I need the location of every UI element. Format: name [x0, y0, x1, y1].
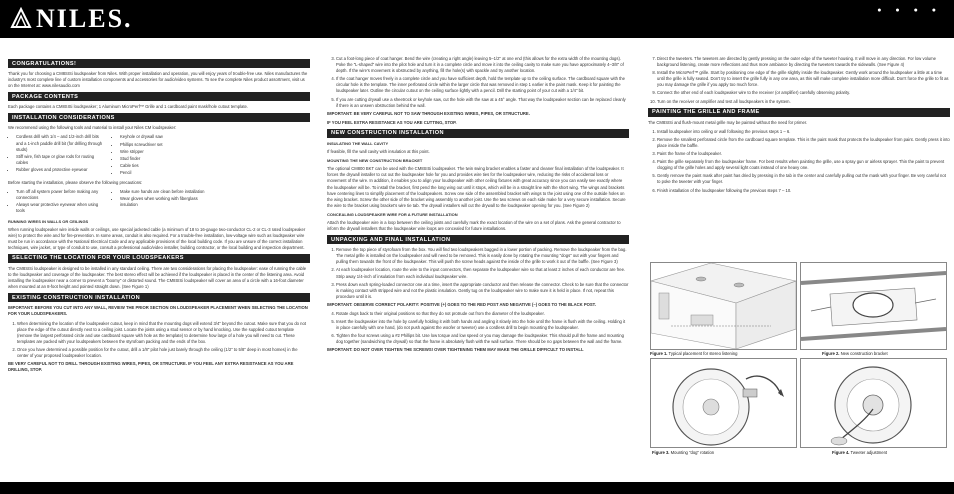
congrats-text: Thank you for choosing a CM8SISi loudspeaker from Niles. With proper installation and operation, you will enjoy years of trouble-free use. Niles manufactures the industry's most complete line of custom installation components and accessories for audio/video systems. To see the complete Niles product assortment, visit us on the Internet at: www.nilesaudio.com [8, 71, 308, 89]
figure-4-caption [832, 450, 887, 455]
precautions-list [8, 189, 310, 215]
existing-steps [8, 321, 310, 360]
list-item: 2. At each loudspeaker location, route the wire to the input connectors, then separate the loudspeaker wire so that at least 2 inches of each conductor are free. Strip away 1/4-inch of insulation from each individual loudspeaker wire. [336, 267, 629, 279]
insulating-text: If feasible, fill the wall cavity with insulation at this point. [327, 149, 430, 155]
list-item: • Rubber gloves and protective eyewear [16, 167, 106, 173]
figure-2-caption [822, 351, 888, 356]
figure-2-illustration [800, 262, 947, 350]
list-item: 6. Tighten the four screws using a #2 Phillips bit. Use low torque and low speed or you may damage the loudspeaker. This should pull the frame and mounting dog together (sandwiching the drywall) so that the frame is absolutely flush with the wall surface. There should be no gaps between the wall and the frame. [336, 333, 629, 345]
niles-logo: NILES. [36, 4, 133, 33]
figure-2-number: Figure 2. [822, 351, 840, 356]
list-item: • Keyhole or drywall saw [120, 134, 210, 140]
list-item: 2. Remove the smallest perforated circle from the cardboard square template. This is the paint mask that protects the loudspeaker from paint. Gently press it into place inside the baffle. [657, 137, 950, 149]
list-item: 5. Gently remove the paint mask after paint has dried by pressing in the tab in the center and carefully pulling out the mask with your finger. Be very careful not to poke the tweeter with your finger. [657, 173, 950, 185]
precautions-list-a [8, 189, 106, 215]
list-item: 4. If the coat hanger moves freely in a complete circle and you have sufficient depth, hold the template up to the ceiling surface. The cardboard square with the circular hole is the template. The inner perforated circle within the larger circle that was removed in step 1 earlier is the paint mask. Keep it for painting the loudspeaker later. Outline the circular cutout on the ceiling surface lightly with a pencil. Drill the starting point of your cut with a 1/4" bit. [336, 76, 629, 94]
figure-1-illustration [650, 262, 797, 350]
heading-installation-considerations: INSTALLATION CONSIDERATIONS [8, 113, 310, 122]
heading-selecting-location: SELECTING THE LOCATION FOR YOUR LOUDSPEAKERS [8, 254, 310, 263]
saw-warning: IMPORTANT: BE VERY CAREFUL NOT TO SAW THROUGH EXISTING WIRES, PIPES, OR STRUCTURE. [327, 110, 530, 116]
tools-list [8, 134, 310, 177]
unpack-steps-b [327, 311, 629, 345]
list-item: 1. Install loudspeaker into ceiling or wall following the previous steps 1 – 6. [657, 129, 950, 135]
list-item: 1. Remove the top piece of styrofoam from the box. You will find two loudspeakers bagged in a lower portion of packing. Remove the loudspeaker from the bag. The metal grille is installed on the loudspeaker and will need to be removed. This is easily done by rotating the mounting "dogs" out with your fingers and pulling them towards the front of the loudspeaker. This will push the screw heads against the inside of the grille to work it out of the baffle. (See Figure 3) [336, 247, 629, 265]
figure-3-number: Figure 3. [652, 450, 670, 455]
figure-3-illustration [650, 358, 797, 448]
unpack-steps [327, 247, 629, 300]
list-item: 3. Cut a foot-long piece of coat hanger. Bend the wire (creating a right angle) leaving 5–1/2" at one end (this allows for the extra width of the mounting dogs). Poke the "L-shaped" wire into the pilot hole and turn it in a complete circle and move it into the ceiling cavity to make sure you have approximately 4–3/8" of depth. If the wire's movement is obstructed by anything, fill the hole(s) with spackle and try another location. [336, 56, 629, 74]
subheading-mounting: MOUNTING THE NEW CONSTRUCTION BRACKET [327, 158, 423, 164]
header-bar [0, 0, 954, 38]
tools-list-a [8, 134, 106, 177]
list-item: 10. Turn on the receiver or amplifier and test all loudspeakers in the system. [657, 99, 950, 105]
list-item: 9. Connect the other end of each loudspeaker wire to the receiver (or amplifier) carefully observing polarity. [657, 90, 950, 96]
list-item: 6. Finish installation of the loudspeaker following the previous steps 7 – 10. [657, 188, 950, 194]
concealing-text: Attach the loudspeaker wire in a loop between the ceiling joists and carefully mark the exact location of the wire on a set of plans. Ask the general contractor to inform the drywall installers that the loudspeaker wire loops are concealed for future installations. [327, 219, 621, 232]
niles-logo-icon [10, 7, 32, 29]
list-item: 5. Insert the loudspeaker into the hole by carefully holding it with both hands and angling it slowly into the hole until the frame is flush with the ceiling. Holding it in place carefully with one hand, (do not push against the woofer or tweeter) use a cordless drill to begin mounting the loudspeaker. [336, 319, 629, 331]
list-item: • Stiff wire, fish tape or glow rods for routing cables [16, 154, 106, 166]
list-item: 5. If you are cutting drywall use a sheetrock or keyhole saw, cut the hole with the saw at a 45° angle. That way the loudspeaker section can be replaced cleanly if there is an unseen obstruction behind the wall. [336, 97, 629, 109]
figure-3-caption [652, 450, 714, 455]
figure-2-text: New construction bracket [840, 351, 888, 356]
subheading-insulating: INSULATING THE WALL CAVITY [327, 140, 389, 146]
list-item: • Wire stripper [120, 149, 210, 155]
column-1 [8, 56, 310, 376]
existing-warning: IMPORTANT: BEFORE YOU CUT INTO ANY WALL, REVIEW THE PRIOR SECTION ON LOUDSPEAKER PLACEMENT WHEN SELECTING THE LOCATION FOR YOUR LOUDSPEAKERS. [8, 305, 308, 317]
running-text: When running loudspeaker wire inside walls or ceilings, use special jacketed cable (a minimum of 18 to 16-gauge two-conductor CL-2 or CL-3 rated loudspeaker wire) to protect the wire and for fire-prevention. In some areas, conduit is also required. For a trouble-free installation, low-voltage wire such as loudspeaker wire must be run in accordance with the National Electrical Code and any applicable provisions of the local building code. If you are unsure of the correct installation techniques, wire jacket, or type of conduit to use, consult a professional audio/video installer, building contractor, or the local building and inspection department. [8, 226, 306, 250]
list-item: 3. Paint the frame of the loudspeaker. [657, 151, 950, 157]
tools-list-b [112, 134, 210, 177]
list-item: • Make sure hands are clean before installation [120, 189, 210, 195]
existing-warning-2: BE VERY CAREFUL NOT TO DRILL THROUGH EXISTING WIRES, PIPES, OR STRUCTURE. IF YOU FEEL ANY EXTRA RESISTANCE AS YOU ARE DRILLING, STOP. [8, 361, 294, 373]
before-text: Before starting the installation, please observe the following precautions: [8, 180, 143, 186]
list-item: 7. Direct the tweeters. The tweeters are directed by gently pressing on the outer edge of the tweeter housing. It will move in any direction. For low volume background listening, create more reflections and thus more ambiance by directing the tweeters towards the sidewalls. (See Figure 4) [657, 56, 950, 68]
figure-1-caption [650, 351, 737, 356]
list-item: 1. When determining the location of the loudspeaker cutout, keep in mind that the mounting dogs will extend 3/4" beyond the cutout. Make sure that you do not place the edge of the cutout directly next to a ceiling joist. Locate the joists using a stud sensor or by hand knocking. Use the supplied cutout template (remove the largest perforated circle and use cardboard square with hole as the template) to determine how large of a hole you will need to cut. These templates are packed with your loudspeakers between the styrofoam packing and the ends of the box. [17, 321, 310, 345]
column-2 [327, 56, 629, 357]
paint-steps [648, 129, 950, 194]
polarity-warning: IMPORTANT: OBSERVE CORRECT POLARITY: POSITIVE (+) GOES TO THE RED POST AND NEGATIVE (–) GOES TO THE BLACK POST. [327, 301, 596, 307]
list-item: 4. Rotate dogs back to their original positions so that they do not protrude out from the diameter of the loudspeaker. [336, 311, 629, 317]
figure-4-text: Tweeter adjustment [850, 450, 888, 455]
figure-1-number: Figure 1. [650, 351, 668, 356]
figure-4-illustration [800, 358, 947, 448]
figure-3-text: Mounting "dog" rotation [670, 450, 715, 455]
precautions-list-b [112, 189, 210, 215]
list-item: 4. Paint the grille separately from the loudspeaker frame. For best results when painting the grille, use a spray gun or airless sprayer. Thin the paint to prevent clogging of the grille holes and apply several light coats instead of one heavy one. [657, 159, 950, 171]
list-item: • Pencil [120, 170, 210, 176]
heading-package-contents: PACKAGE CONTENTS [8, 92, 310, 101]
list-item: • Cable ties [120, 163, 210, 169]
subheading-concealing: CONCEALING LOUDSPEAKER WIRE FOR A FUTURE INSTALLATION [327, 211, 458, 217]
heading-new-construction: NEW CONSTRUCTION INSTALLATION [327, 129, 629, 138]
resistance-warning: IF YOU FEEL EXTRA RESISTANCE AS YOU ARE CUTTING, STOP. [327, 119, 457, 125]
select-text: The CM8SISi loudspeaker is designed to be installed in any standard ceiling. There are two considerations for placing the loudspeaker: ease of running the cable to the loudspeaker and coverage of the loudspeaker. The best stereo effect will be achieved if the loudspeaker is placed in the center of the listening area. Avoid installing the loudspeaker near a corner to prevent a "boomy" or distorted sound. The CM8SISi loudspeaker will cover an area of a circle with a 16-foot diameter when mounted at an 8-foot height and pointed straight down. (See Figure 1) [8, 265, 307, 290]
heading-unpacking: UNPACKING AND FINAL INSTALLATION [327, 235, 629, 244]
install-text: We recommend using the following tools and material to install your Niles CM loudspeaker: [8, 125, 177, 131]
decorative-dots: ● ● ● ● [877, 7, 942, 14]
painting-text: The CM8SISi and flush-mount metal grille may be painted without the need for primer. [648, 119, 808, 125]
list-item: • Turn off all system power before making any connections [16, 189, 106, 201]
list-item: • Phillips screwdriver set [120, 142, 210, 148]
figure-1-text: Typical placement for stereo listening [668, 351, 738, 356]
footer-bar [0, 482, 954, 494]
list-item: 8. Install the MicroPerf™ grille. Start by positioning one edge of the grille slightly inside the loudspeaker. Gently work around the loudspeaker a little at a time until the grille is fully seated. Don't try to insert the grille fully in any one area, as this will make complete installation more difficult. Don't force the grille to fit as you may damage the grille if you apply too much force. [657, 70, 950, 88]
existing-steps-continued [327, 56, 629, 109]
package-text: Each package contains a CM8SISi loudspeaker; 1 Aluminum MicroPerf™ Grille and 1 cardboard paint mask/hole cutout template. [8, 104, 248, 110]
heading-painting: PAINTING THE GRILLE AND FRAME [648, 108, 950, 117]
list-item: • Always wear protective eyewear when using tools [16, 202, 106, 214]
figure-4-number: Figure 4. [832, 450, 850, 455]
column-3 [648, 56, 950, 196]
heading-congratulations: CONGRATULATIONS! [8, 59, 310, 68]
list-item: • Cordless drill with 1/4 – and 1/2-inch drill bits and a 1-inch paddle drill bit (for drilling through studs) [16, 134, 106, 152]
list-item: • Wear gloves when working with fiberglass insulation [120, 196, 210, 208]
list-item: 2. Once you have determined a possible position for the cutout, drill a 1/8" pilot hole just barely through the ceiling (1/2" to 5/8" deep in most homes) in the center of your proposed loudspeaker location. [17, 347, 310, 359]
subheading-running-wires: RUNNING WIRES IN WALLS OR CEILINGS [8, 218, 89, 224]
final-steps [648, 56, 950, 105]
heading-existing-construction: EXISTING CONSTRUCTION INSTALLATION [8, 293, 310, 302]
list-item: • Stud finder [120, 156, 210, 162]
overtighten-warning: IMPORTANT: DO NOT OVER TIGHTEN THE SCREWS! OVER TIGHTENING THEM MAY MAKE THE GRILLE DIFFICULT TO INSTALL [327, 347, 584, 353]
list-item: 3. Press down each spring-loaded connector one at a time, insert the appropriate conductor and then release the connector. Check to be sure that the connector is making contact with stripped wire and not the plastic insulation. Gently tug on the loudspeaker wire to make sure it is held in place. If not, repeat this procedure until it is. [336, 282, 629, 300]
mounting-text: The optional CM800 BKT can be used with the CM8SISi loudspeaker. The twin swing bracket enables a faster and cleaner final installation of the loudspeaker. It forces the drywall installer to cut out the loudspeaker hole for you and provides wire ties for the loudspeaker wire, reducing the risks of accidental loss or movement of the wire. In addition, it enables you to align your loudspeaker with other ceiling fixtures with great accuracy since you can easily see exactly where the loudspeaker will be. To install the bracket, first pend the long wing out until it stops, which will be in a straight line with the short wing. The wings and brackets have centering lines to simplify placement of the loudspeakers. Screw one side of the assembled bracket with wings to the joist using one of the outside holes on the wing bracket. Screw the other side of the bracket wing assembly to another joist. Use the two screws on each side make for a very secure installation. Secure the wire to the bracket using bracket's wire tie tab. The drywall installers will cut the drywall to the loudspeaker opening for you. (See Figure 2) [327, 166, 626, 208]
